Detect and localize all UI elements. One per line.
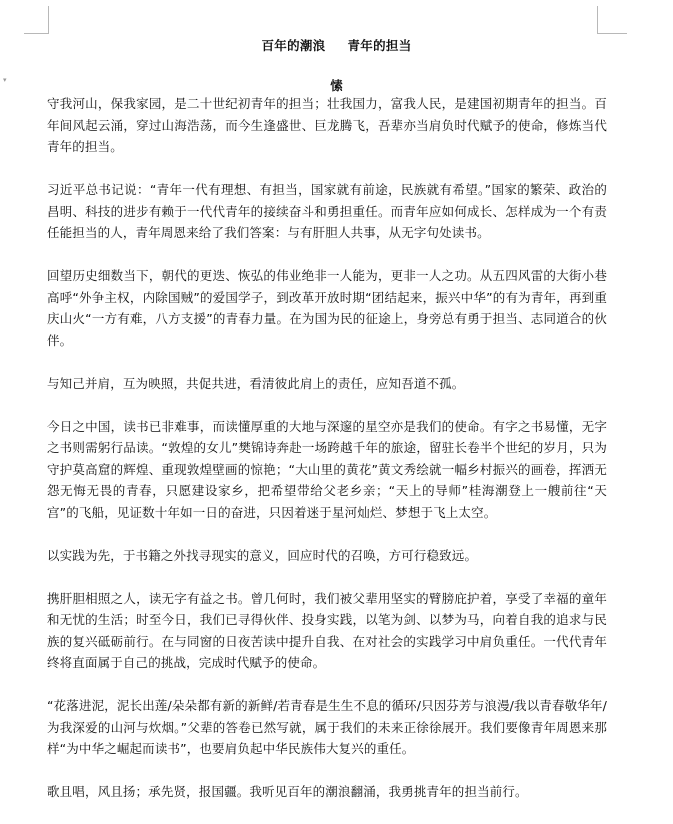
- page-corner-mark-top-right-horizontal: [597, 33, 627, 34]
- paragraph: 以实践为先，于书籍之外找寻现实的意义，回应时代的召唤，方可行稳致远。: [47, 547, 478, 563]
- document-body: [47, 93, 607, 824]
- title-left: 百年的潮浪: [261, 38, 326, 53]
- paragraph: 守我河山，保我家园，是二十世纪初青年的担当；壮我国力，富我人民，是建国初期青年的担当。百年间风起云涌，穿过山海浩荡，而今生逢盛世、巨龙腾飞，吾辈亦当肩负时代赋予的使命，修炼当代青年的担当。: [47, 96, 607, 154]
- page-corner-mark-top-left-horizontal: [24, 33, 49, 34]
- paragraph: 回望历史细数当下，朝代的更迭、恢弘的伟业绝非一人能为，更非一人之功。从五四风雷的大街小巷高呼“外争主权，内除国贼”的爱国学子，到改革开放时期“团结起来，振兴中华”的有为青年，再到重庆山火“一方有难，八方支援”的青春力量。在为国为民的征途上，身旁总有勇于担当、志同道合的伙伴。: [47, 268, 607, 348]
- paragraph: 习近平总书记说：“青年一代有理想、有担当，国家就有前途，民族就有希望。”国家的繁荣、政治的昌明、科技的进步有赖于一代代青年的接续奋斗和勇担重任。而青年应如何成长、怎样成为一个有责任能担当的人，青年周恩来给了我们答案：与有肝胆人共事，从无字句处读书。: [47, 182, 607, 240]
- title-right: 青年的担当: [347, 38, 412, 53]
- paragraph: 今日之中国，读书已非难事，而读懂厚重的大地与深邃的星空亦是我们的使命。有字之书易懂，无字之书则需躬行品读。“敦煌的女儿”樊锦诗奔赴一场跨越千年的旅途，留驻长卷半个世纪的岁月，只为守护莫高窟的辉煌、重现敦煌壁画的惊艳；“大山里的黄花”黄文秀绘就一幅乡村振兴的画卷，挥洒无怨无悔无畏的青春，只愿建设家乡，把希望带给父老乡亲；“天上的导师”桂海潮登上一艘前往“天宫”的飞船，见证数十年如一日的奋进，只因着迷于星河灿烂、梦想于飞上太空。: [47, 418, 607, 520]
- page-corner-mark-top-right: [597, 6, 598, 34]
- author-name: 愫: [330, 78, 343, 93]
- paragraph: “花落进泥，泥长出莲/朵朵都有新的新鲜/若青春是生生不息的循环/只因芬芳与浪漫/我以青春敬华年/为我深爱的山河与炊烟。”父辈的答卷已然写就，属于我们的未来正徐徐展开。我们要像青年周恩来那样“为中华之崛起而读书”，也要肩负起中华民族伟大复兴的重任。: [47, 698, 607, 756]
- document-title: [0, 36, 673, 54]
- paragraph: 与知己并肩，互为映照，共促共进，看清彼此肩上的责任，应知吾道不孤。: [47, 375, 465, 391]
- paragraph: 携肝胆相照之人，读无字有益之书。曾几何时，我们被父辈用坚实的臂膀庇护着，享受了幸福的童年和无忧的生活；时至今日，我们已寻得伙伴、投身实践，以笔为剑、以梦为马，向着自我的追求与民族的复兴砥砺前行。在与同窗的日夜苦读中提升自我、在对社会的实践学习中肩负重任。一代代青年终将直面属于自己的挑战，完成时代赋予的使命。: [47, 590, 607, 670]
- paragraph: 歌且唱，风且扬；承先贤，报国疆。我听见百年的潮浪翻涌，我勇挑青年的担当前行。: [47, 784, 528, 799]
- page-corner-mark-top-left: [48, 6, 49, 34]
- paragraph-marker-icon: ▾: [3, 76, 7, 84]
